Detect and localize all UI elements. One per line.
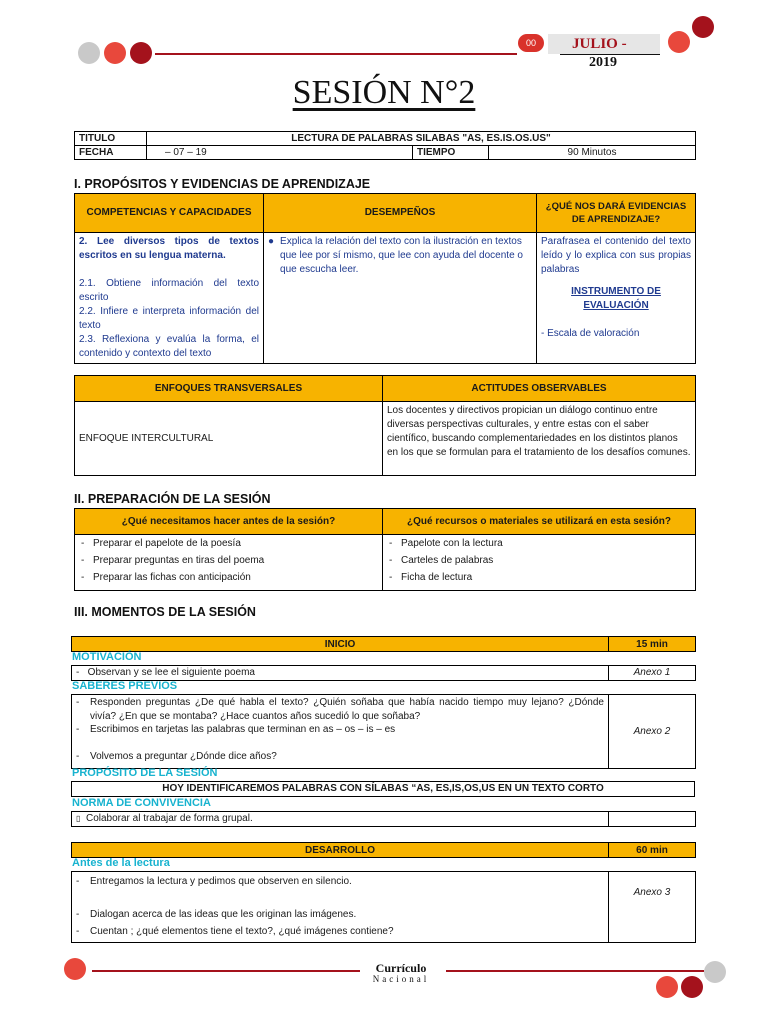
decor-circle-gray — [78, 42, 100, 64]
recursos-cell — [383, 535, 696, 591]
titulo-value: LECTURA DE PALABRAS SILABAS "AS, ES.IS.OS.US" — [147, 132, 696, 146]
saberes-table — [71, 694, 696, 769]
anexo-2: Anexo 2 — [609, 695, 696, 769]
tiempo-value: 90 Minutos — [489, 146, 696, 160]
desarrollo-bar — [71, 842, 696, 858]
recurso-item: - Carteles de palabras — [387, 554, 691, 568]
fecha-value: – 07 – 19 — [147, 146, 413, 160]
info-table — [74, 131, 696, 160]
saberes-label: SABERES PREVIOS — [72, 680, 178, 692]
fecha-label: FECHA — [75, 146, 147, 160]
antes-item: - Preparar el papelote de la poesía — [79, 537, 378, 551]
recurso-item: - Papelote con la lectura — [387, 537, 691, 551]
footer-logo-line1: Currículo — [375, 961, 427, 975]
antes-lectura-table — [71, 871, 696, 943]
col-actitudes: ACTITUDES OBSERVABLES — [383, 376, 696, 402]
capacidad-3: 2.3. Reflexiona y evalúa la forma, el contenido y contexto del texto — [79, 334, 259, 359]
capacidad-2: 2.2. Infiere e interpreta información del texto — [79, 306, 259, 331]
footer-rule-left — [92, 970, 360, 972]
desempeno-text: Explica la relación del texto con la ilustración en textos que lee por sí mismo, que lee con ayuda del docente o que escucha leer. — [280, 236, 523, 275]
decor-circle-red — [104, 42, 126, 64]
header-rule — [155, 53, 517, 55]
propositos-table — [74, 193, 696, 364]
enfoques-table — [74, 375, 696, 476]
proposito-table — [71, 781, 695, 797]
col-competencias: COMPETENCIAS Y CAPACIDADES — [75, 194, 264, 233]
col-desempenos: DESEMPEÑOS — [264, 194, 537, 233]
saberes-item: Responden preguntas ¿De qué habla el texto? ¿Quién soñaba que había nacido tiempo muy lejano? ¿Dónde vivía? ¿En que se montaba? ¿Hace cuantos años sucedió lo que soñaba? — [90, 697, 604, 722]
capacidad-1: 2.1. Obtiene información del texto escrito — [79, 278, 259, 303]
desarrollo-label: DESARROLLO — [72, 843, 609, 858]
competencia: 2. Lee diversos tipos de textos escritos en su lengua materna. — [79, 236, 259, 261]
motivacion-item: - Observan y se lee el siguiente poema — [72, 666, 609, 681]
competencias-cell — [75, 233, 264, 364]
header-year-rule — [560, 54, 660, 55]
saberes-cell: - Responden preguntas ¿De qué habla el texto? ¿Quién soñaba que había nacido tiempo muy lejano? ¿Dónde vivía? ¿En que se montaba? ¿Hace cuantos años sucedió lo que soñaba? - Escribimos en tarjetas las palabras que terminan en as – os – is – es - Volvemos a preguntar ¿Dónde dice años? — [72, 695, 609, 769]
instrumento-item: - Escala de valoración — [541, 328, 640, 339]
decor-circle-darkred — [130, 42, 152, 64]
decor-circle-red-right — [668, 31, 690, 53]
evidencias-cell — [537, 233, 696, 364]
footer-circle-darkred — [681, 976, 703, 998]
section-1-heading: I. PROPÓSITOS Y EVIDENCIAS DE APRENDIZAJE — [74, 177, 371, 191]
antes-item: - Preparar preguntas en tiras del poema — [79, 554, 378, 568]
norma-label: NORMA DE CONVIVENCIA — [72, 797, 211, 809]
proposito-label: PROPÓSITO DE LA SESIÓN — [72, 767, 218, 779]
header-month: JULIO - — [572, 36, 627, 52]
motivacion-label: MOTIVACIÓN — [72, 651, 142, 663]
col-antes: ¿Qué necesitamos hacer antes de la sesión? — [75, 509, 383, 535]
desempenos-cell — [264, 233, 537, 364]
tiempo-label: TIEMPO — [413, 146, 489, 160]
saberes-item: Escribimos en tarjetas las palabras que terminan en as – os – is – es — [90, 724, 396, 735]
footer-circle-red-2 — [656, 976, 678, 998]
page-title: SESIÓN N°2 — [292, 74, 476, 111]
footer-logo-line2: Nacional — [372, 974, 430, 984]
antes-lectura-item: Entregamos la lectura y pedimos que observen en silencio. — [90, 876, 352, 887]
titulo-label: TITULO — [75, 132, 147, 146]
motivacion-table — [71, 665, 696, 681]
antes-lectura-item: Dialogan acerca de las ideas que les originan las imágenes. — [90, 909, 357, 920]
anexo-1: Anexo 1 — [609, 666, 696, 681]
antes-lectura-label: Antes de la lectura — [72, 857, 170, 869]
col-recursos: ¿Qué recursos o materiales se utilizará en esta sesión? — [383, 509, 696, 535]
footer-circle-gray — [704, 961, 726, 983]
antes-item: - Preparar las fichas con anticipación — [79, 571, 378, 585]
footer-rule-right — [446, 970, 704, 972]
norma-bullet: ▯ — [76, 814, 81, 823]
footer-logo — [360, 962, 442, 985]
enfoque-cell: ENFOQUE INTERCULTURAL — [75, 402, 383, 476]
antes-cell — [75, 535, 383, 591]
norma-table — [71, 811, 696, 827]
section-3-heading: III. MOMENTOS DE LA SESIÓN — [74, 605, 256, 619]
inicio-time: 15 min — [609, 637, 696, 652]
actitud-cell: Los docentes y directivos propician un diálogo continuo entre diversas perspectivas culturales, y entre estas con el saber científico, buscando complementariedades en los distintos planos en los que se formulan para el tratamiento de los desafíos comunes. — [383, 402, 696, 476]
col-evidencias: ¿QUÉ NOS DARÁ EVIDENCIAS DE APRENDIZAJE? — [537, 194, 696, 233]
proposito-text: HOY IDENTIFICAREMOS PALABRAS CON SÍLABAS “AS, ES,IS,OS,US EN UN TEXTO CORTO — [72, 782, 695, 797]
header-badge: 00 — [518, 34, 544, 52]
bullet: ● — [268, 236, 275, 247]
antes-lectura-item: Cuentan ; ¿qué elementos tiene el texto?, ¿qué imágenes contiene? — [90, 926, 394, 937]
recurso-item: - Ficha de lectura — [387, 571, 691, 585]
footer-circle-red — [64, 958, 86, 980]
norma-item: ▯ Colaborar al trabajar de forma grupal. — [72, 812, 609, 827]
instrumento-heading: INSTRUMENTO DE EVALUACIÓN — [571, 286, 661, 311]
inicio-label: INICIO — [72, 637, 609, 652]
section-2-heading: II. PREPARACIÓN DE LA SESIÓN — [74, 492, 271, 506]
preparacion-table — [74, 508, 696, 591]
inicio-bar — [71, 636, 696, 652]
col-enfoques: ENFOQUES TRANSVERSALES — [75, 376, 383, 402]
antes-lectura-cell: - Entregamos la lectura y pedimos que observen en silencio. - Dialogan acerca de las ideas que les originan las imágenes. - Cuentan ; ¿qué elementos tiene el texto?, ¿qué imágenes contiene? — [72, 872, 609, 943]
anexo-3: Anexo 3 — [609, 872, 696, 943]
desarrollo-time: 60 min — [609, 843, 696, 858]
header-year: 2019 — [589, 55, 617, 70]
saberes-item: Volvemos a preguntar ¿Dónde dice años? — [90, 750, 277, 762]
evidencia-text: Parafrasea el contenido del texto leído y lo explica con sus propias palabras — [541, 236, 691, 275]
decor-circle-darkred-right — [692, 16, 714, 38]
